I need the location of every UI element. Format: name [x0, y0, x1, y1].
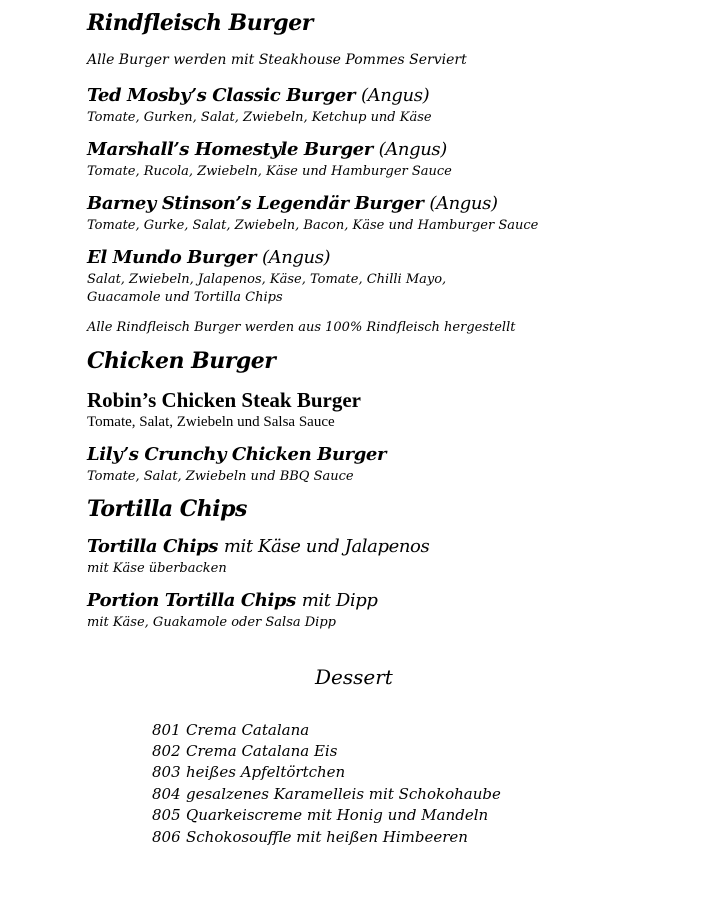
- dessert-number: 802: [152, 742, 181, 760]
- menu-item-desc: Tomate, Gurken, Salat, Zwiebeln, Ketchup und Käse: [87, 110, 432, 125]
- item-name: Portion Tortilla Chips: [87, 590, 296, 611]
- dessert-item: [152, 785, 501, 803]
- dessert-label: Schokosouffle mit heißen Himbeeren: [186, 828, 468, 846]
- menu-item-desc-line2: Guacamole und Tortilla Chips: [87, 290, 283, 305]
- item-suffix: (Angus): [429, 193, 498, 214]
- dessert-item: [152, 828, 468, 846]
- menu-item-desc: Tomate, Gurke, Salat, Zwiebeln, Bacon, Käse und Hamburger Sauce: [87, 218, 539, 233]
- item-suffix: mit Dipp: [301, 590, 378, 611]
- menu-item-name: Robin’s Chicken Steak Burger: [87, 388, 361, 412]
- menu-item-name: [87, 590, 378, 611]
- item-suffix: (Angus): [378, 139, 447, 160]
- menu-item-name: [87, 85, 429, 106]
- dessert-item: [152, 763, 345, 781]
- dessert-number: 806: [152, 828, 181, 846]
- dessert-number: 805: [152, 806, 181, 824]
- item-name: Tortilla Chips: [87, 536, 218, 557]
- dessert-number: 804: [152, 785, 181, 803]
- menu-item-desc: Tomate, Salat, Zwiebeln und BBQ Sauce: [87, 469, 354, 484]
- menu-item-name: [87, 193, 498, 214]
- dessert-label: Crema Catalana: [186, 721, 310, 739]
- item-name: Barney Stinson’s Legendär Burger: [87, 193, 424, 214]
- item-name: Marshall’s Homestyle Burger: [87, 139, 373, 160]
- menu-item-desc: Tomate, Salat, Zwiebeln und Salsa Sauce: [87, 414, 335, 430]
- menu-item-name: [87, 247, 330, 268]
- menu-item-desc: mit Käse, Guakamole oder Salsa Dipp: [87, 615, 336, 630]
- dessert-label: gesalzenes Karamelleis mit Schokohaube: [186, 785, 501, 803]
- dessert-number: 803: [152, 763, 181, 781]
- dessert-number: 801: [152, 721, 181, 739]
- section-title-chicken: Chicken Burger: [87, 348, 276, 374]
- item-suffix: (Angus): [361, 85, 430, 106]
- dessert-label: Quarkeiscreme mit Honig und Mandeln: [186, 806, 489, 824]
- item-name: Ted Mosby’s Classic Burger: [87, 85, 356, 106]
- beef-note-top: Alle Burger werden mit Steakhouse Pommes Serviert: [87, 52, 467, 68]
- dessert-item: [152, 721, 309, 739]
- menu-item-desc: Tomate, Rucola, Zwiebeln, Käse und Hamburger Sauce: [87, 164, 452, 179]
- dessert-label: heißes Apfeltörtchen: [186, 763, 346, 781]
- dessert-item: [152, 806, 488, 824]
- menu-item-desc: Salat, Zwiebeln, Jalapenos, Käse, Tomate, Chilli Mayo,: [87, 272, 447, 287]
- item-suffix: (Angus): [261, 247, 331, 268]
- dessert-item: [152, 742, 337, 760]
- section-title-dessert: Dessert: [315, 665, 393, 689]
- menu-item-desc: mit Käse überbacken: [87, 561, 227, 576]
- menu-item-name: Lily’s Crunchy Chicken Burger: [87, 444, 387, 465]
- section-title-chips: Tortilla Chips: [87, 496, 247, 522]
- item-suffix: mit Käse und Jalapenos: [223, 536, 430, 557]
- section-title-beef: Rindfleisch Burger: [87, 10, 313, 36]
- dessert-label: Crema Catalana Eis: [186, 742, 338, 760]
- menu-item-name: [87, 139, 447, 160]
- menu-item-name: [87, 536, 429, 557]
- item-name: El Mundo Burger: [87, 247, 257, 268]
- beef-note-bottom: Alle Rindfleisch Burger werden aus 100% Rindfleisch hergestellt: [87, 320, 516, 335]
